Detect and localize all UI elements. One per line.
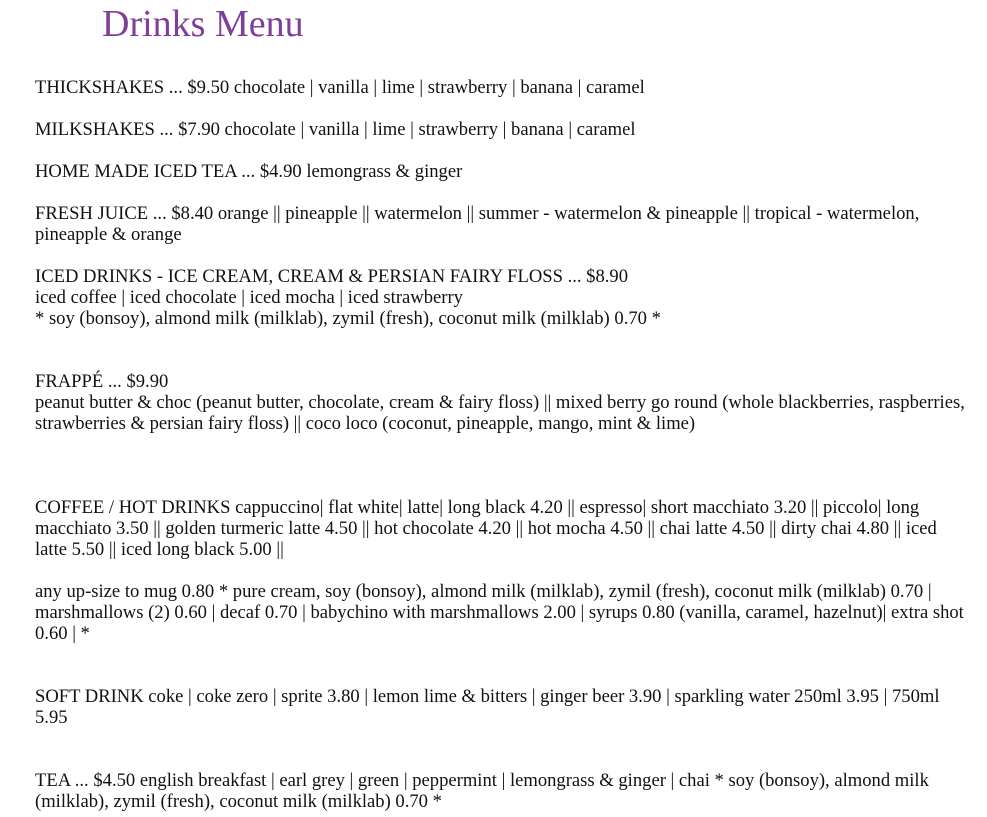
menu-section-fresh-juice: FRESH JUICE ... $8.40 orange || pineapple || watermelon || summer - watermelon & pineapple || tropical - watermelon, pineapple & orange [35,203,920,245]
menu-section-coffee-extras: any up-size to mug 0.80 * pure cream, soy (bonsoy), almond milk (milklab), zymil (fresh), coconut milk (milklab) 0.70 | marshmallows (2) 0.60 | decaf 0.70 | babychino with marshmallows 2.00 | syrups 0.80 (vanilla, caramel, hazelnut)| extra shot 0.60 | * [35,581,964,644]
menu-section-tea: TEA ... $4.50 english breakfast | earl grey | green | peppermint | lemongrass & ginger | chai * soy (bonsoy), almond milk (milklab), zymil (fresh), coconut milk (milklab) 0.70 * [35,770,929,812]
menu-section-iced-tea: HOME MADE ICED TEA ... $4.90 lemongrass & ginger [35,161,463,182]
menu-section-milkshakes: MILKSHAKES ... $7.90 chocolate | vanilla | lime | strawberry | banana | caramel [35,119,636,140]
menu-section-coffee: COFFEE / HOT DRINKS cappuccino| flat white| latte| long black 4.20 || espresso| short macchiato 3.20 || piccolo| long macchiato 3.50 || golden turmeric latte 4.50 || hot chocolate 4.20 || hot mocha 4.50 || chai latte 4.50 || dirty chai 4.80 || iced latte 5.50 || iced long black 5.00 || [35,497,937,560]
page-title: Drinks Menu [102,3,304,45]
menu-section-thickshakes: THICKSHAKES ... $9.50 chocolate | vanilla | lime | strawberry | banana | caramel [35,77,645,98]
frappe-heading: FRAPPÉ ... $9.90 [35,371,169,392]
iced-drinks-items: iced coffee | iced chocolate | iced mocha | iced strawberry [35,287,463,308]
menu-section-frappe [35,371,970,434]
iced-drinks-extras: * soy (bonsoy), almond milk (milklab), zymil (fresh), coconut milk (milklab) 0.70 * [35,308,661,329]
menu-section-soft-drink: SOFT DRINK coke | coke zero | sprite 3.80 | lemon lime & bitters | ginger beer 3.90 | sparkling water 250ml 3.95 | 750ml 5.95 [35,686,940,728]
frappe-items: peanut butter & choc (peanut butter, chocolate, cream & fairy floss) || mixed berry go round (whole blackberries, raspberries, strawberries & persian fairy floss) || coco loco (coconut, pineapple, mango, mint & lime) [35,392,965,434]
menu-section-iced-drinks [35,266,970,329]
iced-drinks-heading: ICED DRINKS - ICE CREAM, CREAM & PERSIAN FAIRY FLOSS ... $8.90 [35,266,629,287]
